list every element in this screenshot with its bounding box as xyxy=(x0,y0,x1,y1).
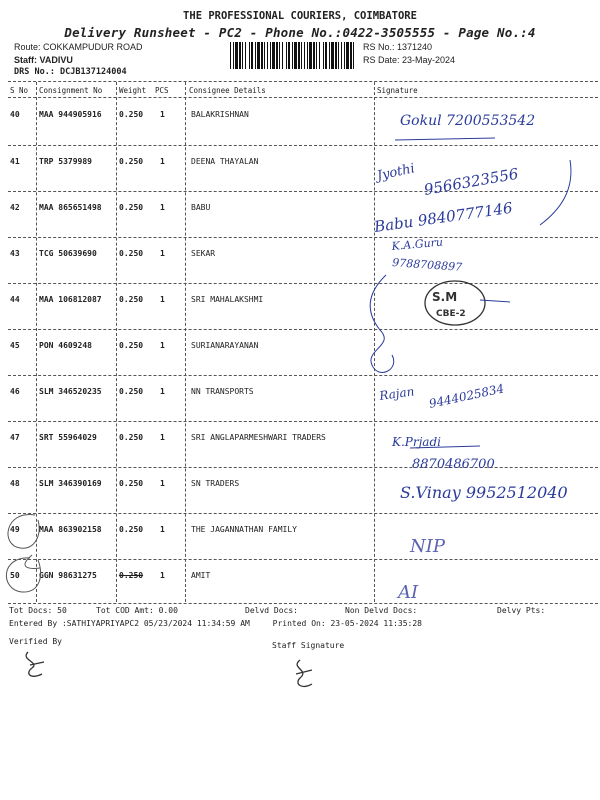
row-sno: 50 xyxy=(10,571,20,580)
signature-r41a: Jyothi xyxy=(375,161,417,184)
row-weight: 0.250 xyxy=(119,157,144,166)
row-weight: 0.250 xyxy=(119,525,144,534)
verified-by-label: Verified By xyxy=(9,637,62,646)
row-pcs: 1 xyxy=(160,571,165,580)
row-weight: 0.250 xyxy=(119,387,144,396)
row-pcs: 1 xyxy=(160,525,165,534)
signature-r41b: 9566323556 xyxy=(422,164,520,199)
signature-r43a: K.A.Guru xyxy=(391,235,444,253)
row-consignee: DEENA THAYALAN xyxy=(191,157,259,166)
row-pcs: 1 xyxy=(160,110,165,119)
total-cod-amount: Tot COD Amt: 0.00 xyxy=(96,606,178,615)
company-name: THE PROFESSIONAL COURIERS, COIMBATORE xyxy=(183,10,417,22)
entry-line xyxy=(9,619,422,628)
signature-r47b: 8870486700 xyxy=(412,457,495,472)
row-consignment: TRP 5379989 xyxy=(39,157,92,166)
col-header-signature: Signature xyxy=(377,86,418,95)
row-pcs: 1 xyxy=(160,249,165,258)
pen-underline xyxy=(395,138,495,140)
total-docs: Tot Docs: 50 xyxy=(9,606,67,615)
signature-r42: Babu 9840777146 xyxy=(373,198,514,236)
pen-mark xyxy=(25,555,40,568)
row-consignment: MAA 106812087 xyxy=(39,295,102,304)
pen-scribble xyxy=(370,275,394,372)
signature-r43b: 9788708897 xyxy=(391,256,463,274)
row-consignee: BABU xyxy=(191,203,211,212)
row-pcs: 1 xyxy=(160,203,165,212)
rs-number: RS No.: 1371240 xyxy=(363,42,433,52)
signature-r49: NIP xyxy=(410,536,445,557)
row-sno: 44 xyxy=(10,295,20,304)
col-header-pcs: PCS xyxy=(155,86,169,95)
verifier-signature xyxy=(26,652,44,676)
totals-line xyxy=(9,606,599,617)
stamp-text-a: S.M xyxy=(432,290,458,304)
row-weight: 0.250 xyxy=(119,479,144,488)
pen-scribble xyxy=(540,160,571,225)
staff-signature-mark xyxy=(296,660,312,686)
rs-date: RS Date: 23-May-2024 xyxy=(363,55,456,65)
signature-r50: AI xyxy=(398,582,419,603)
row-pcs: 1 xyxy=(160,341,165,350)
row-pcs: 1 xyxy=(160,387,165,396)
circle-mark-row-49 xyxy=(8,515,39,549)
entered-by: Entered By :SATHIYAPRIYAPC2 05/23/2024 11:34:59 AM xyxy=(9,619,250,628)
non-delivered-docs: Non Delvd Docs: xyxy=(345,606,418,615)
staff-signature-label: Staff Signature xyxy=(272,641,345,650)
row-pcs: 1 xyxy=(160,157,165,166)
staff-label: Staff: VADIVU xyxy=(14,55,73,65)
row-weight: 0.250 xyxy=(119,571,144,580)
row-consignment: SLM 346520235 xyxy=(39,387,102,396)
row-weight: 0.250 xyxy=(119,295,144,304)
row-consignee: THE JAGANNATHAN FAMILY xyxy=(191,525,297,534)
row-consignee: NN TRANSPORTS xyxy=(191,387,254,396)
page-title: Delivery Runsheet - PC2 - Phone No.:0422-3505555 - Page No.:4 xyxy=(64,25,536,40)
row-weight: 0.250 xyxy=(119,433,144,442)
row-consignee: SRI MAHALAKSHMI xyxy=(191,295,264,304)
printed-on: Printed On: 23-05-2024 11:35:28 xyxy=(272,619,422,628)
row-sno: 43 xyxy=(10,249,20,258)
row-sno: 46 xyxy=(10,387,20,396)
col-header-weight: Weight xyxy=(119,86,147,95)
drs-number: DRS No.: DCJB137124004 xyxy=(14,67,127,77)
row-pcs: 1 xyxy=(160,433,165,442)
delivered-docs: Delvd Docs: xyxy=(245,606,298,615)
signature-r47a: K.Prjadi xyxy=(392,435,441,449)
signature-r46b: 9444025834 xyxy=(427,381,506,411)
stamp-text-b: CBE-2 xyxy=(436,309,466,319)
row-sno: 41 xyxy=(10,157,20,166)
circle-mark-row-50 xyxy=(6,558,40,592)
delivery-stamp xyxy=(425,281,485,325)
signature-r46a: Rajan xyxy=(378,384,416,403)
row-sno: 45 xyxy=(10,341,20,350)
col-header-consignment: Consignment No xyxy=(39,86,103,95)
row-consignment: MAA 944905916 xyxy=(39,110,102,119)
row-sno: 42 xyxy=(10,203,20,212)
row-consignee: AMIT xyxy=(191,571,211,580)
row-weight: 0.250 xyxy=(119,203,144,212)
row-consignment: MAA 865651498 xyxy=(39,203,102,212)
row-consignment: GGN 98631275 xyxy=(39,571,97,580)
row-consignee: SN TRADERS xyxy=(191,479,240,488)
row-consignee: SRI ANGLAPARMESHWARI TRADERS xyxy=(191,433,326,442)
delivery-points: Delvy Pts: xyxy=(497,606,546,615)
row-consignee: SEKAR xyxy=(191,249,216,258)
row-sno: 48 xyxy=(10,479,20,488)
row-sno: 40 xyxy=(10,110,20,119)
row-consignment: SLM 346390169 xyxy=(39,479,102,488)
row-consignment: SRT 55964029 xyxy=(39,433,97,442)
row-consignment: MAA 863902158 xyxy=(39,525,102,534)
signature-r48: S.Vinay 9952512040 xyxy=(400,483,568,502)
row-weight: 0.250 xyxy=(119,249,144,258)
row-pcs: 1 xyxy=(160,479,165,488)
row-consignment: TCG 50639690 xyxy=(39,249,97,258)
row-consignment: PON 4609248 xyxy=(39,341,92,350)
col-header-sno: S No xyxy=(10,86,29,95)
row-pcs: 1 xyxy=(160,295,165,304)
row-sno: 49 xyxy=(10,525,20,534)
signature-r40a: Gokul 7200553542 xyxy=(400,113,536,129)
row-sno: 47 xyxy=(10,433,20,442)
row-weight: 0.250 xyxy=(119,341,144,350)
row-consignee: BALAKRISHNAN xyxy=(191,110,249,119)
row-consignee: SURIANARAYANAN xyxy=(191,341,259,350)
route-label: Route: COKKAMPUDUR ROAD xyxy=(14,42,143,52)
row-weight: 0.250 xyxy=(119,110,144,119)
col-header-consignee: Consignee Details xyxy=(189,86,266,95)
